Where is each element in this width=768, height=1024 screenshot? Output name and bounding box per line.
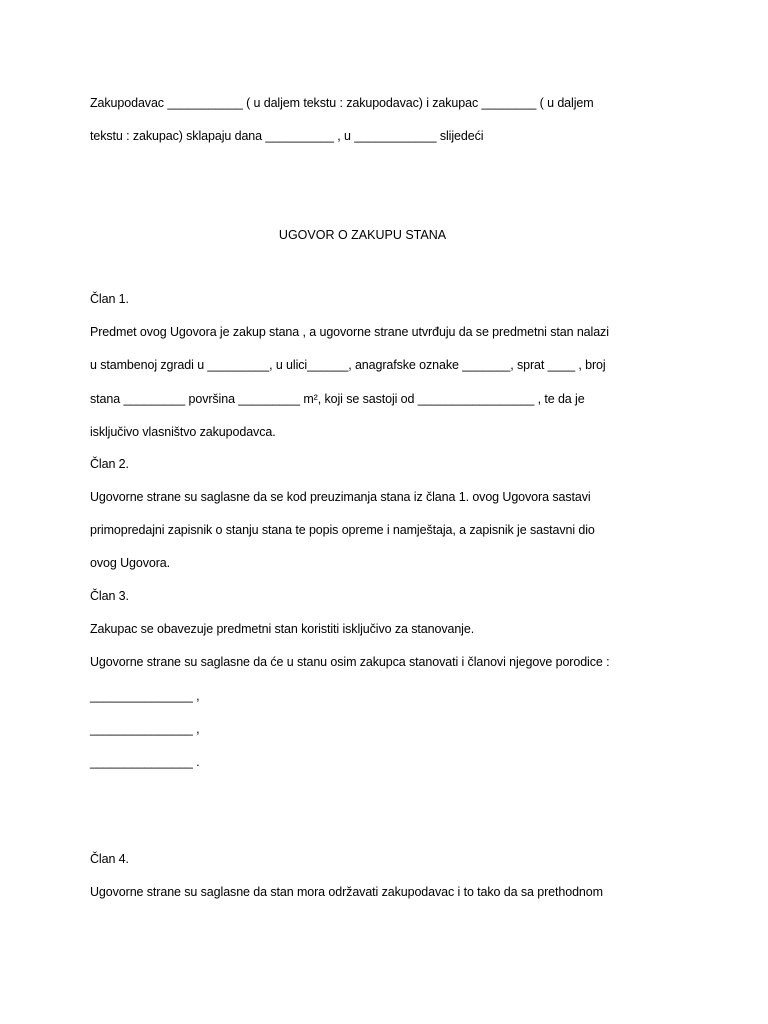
intro-line-1: Zakupodavac ___________ ( u daljem tekstu : zakupodavac) i zakupac ________ ( u daljem	[90, 96, 594, 110]
document-title: UGOVOR O ZAKUPU STANA	[278, 228, 447, 242]
article-1-line-4: isključivo vlasništvo zakupodavca.	[90, 425, 276, 439]
article-3-line-2: Ugovorne strane su saglasne da će u stanu osim zakupca stanovati i članovi njegove porodice :	[90, 655, 610, 669]
article-2-line-3: ovog Ugovora.	[90, 556, 170, 570]
article-1-heading: Član 1.	[90, 292, 129, 306]
intro-line-2: tekstu : zakupac) sklapaju dana __________ , u ____________ slijedeći	[90, 129, 484, 143]
article-1-line-1: Predmet ovog Ugovora je zakup stana , a ugovorne strane utvrđuju da se predmetni stan nalazi	[90, 325, 609, 339]
family-member-blank-1: _______________ ,	[90, 689, 200, 703]
article-3-heading: Član 3.	[90, 589, 129, 603]
article-2-line-2: primopredajni zapisnik o stanju stana te popis opreme i namještaja, a zapisnik je sastavni dio	[90, 523, 595, 537]
article-4-line-1: Ugovorne strane su saglasne da stan mora održavati zakupodavac i to tako da sa prethodnom	[90, 885, 603, 899]
article-1-line-2: u stambenoj zgradi u _________, u ulici______, anagrafske oznake _______, sprat ____ , broj	[90, 358, 606, 372]
family-member-blank-3: _______________ .	[90, 755, 200, 769]
article-4-heading: Član 4.	[90, 852, 129, 866]
article-2-heading: Član 2.	[90, 457, 129, 471]
family-member-blank-2: _______________ ,	[90, 722, 200, 736]
article-3-line-1: Zakupac se obavezuje predmetni stan koristiti isključivo za stanovanje.	[90, 622, 475, 636]
article-2-line-1: Ugovorne strane su saglasne da se kod preuzimanja stana iz člana 1. ovog Ugovora sastavi	[90, 490, 591, 504]
article-1-line-3: stana _________ površina _________ m², koji se sastoji od _________________ , te da je	[90, 392, 585, 406]
